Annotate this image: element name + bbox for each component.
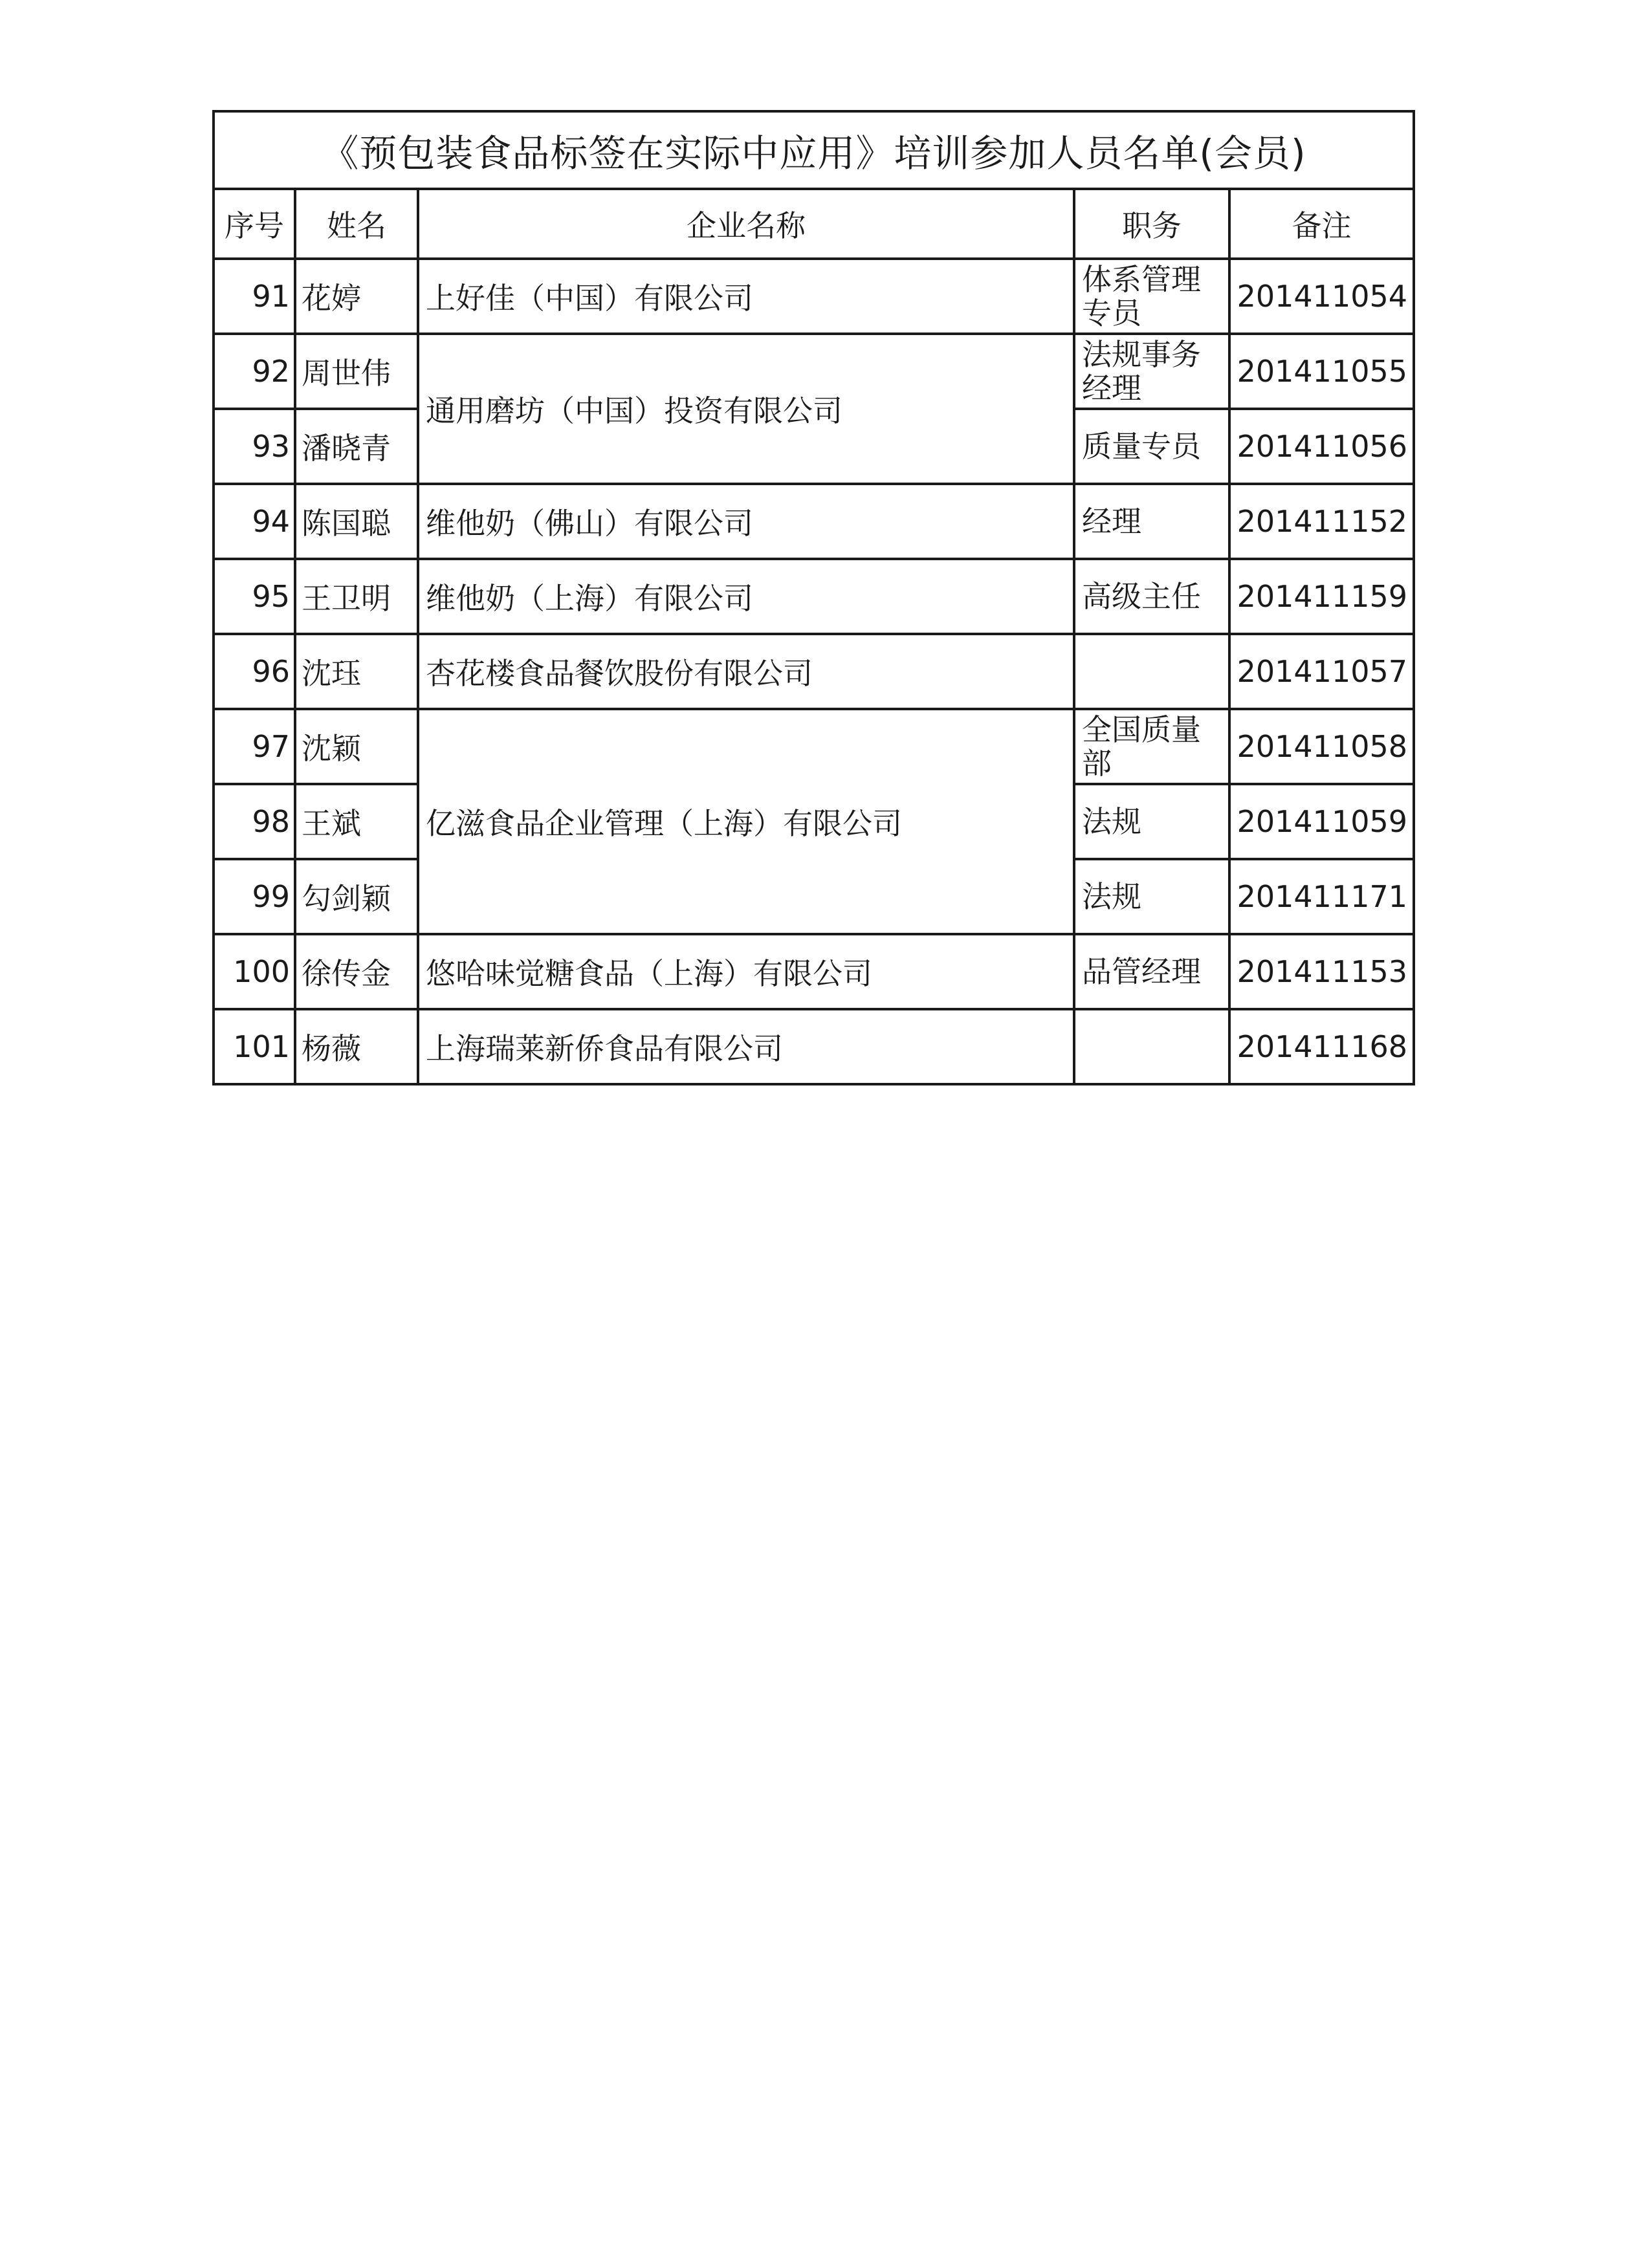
row-number: 93	[214, 409, 295, 484]
table-row	[214, 259, 1414, 334]
position	[1074, 1009, 1229, 1084]
note: 201411054	[1229, 259, 1414, 334]
row-number: 94	[214, 484, 295, 559]
header-note: 备注	[1229, 189, 1414, 259]
attendee-name: 周世伟	[295, 334, 418, 409]
header-position: 职务	[1074, 189, 1229, 259]
company-name: 杏花楼食品餐饮股份有限公司	[418, 634, 1074, 709]
note: 201411152	[1229, 484, 1414, 559]
attendee-name: 沈珏	[295, 634, 418, 709]
header-name: 姓名	[295, 189, 418, 259]
row-number: 101	[214, 1009, 295, 1084]
attendee-name: 王卫明	[295, 559, 418, 634]
attendee-name: 徐传金	[295, 934, 418, 1009]
note: 201411056	[1229, 409, 1414, 484]
company-name: 维他奶（佛山）有限公司	[418, 484, 1074, 559]
attendee-name: 杨薇	[295, 1009, 418, 1084]
note: 201411153	[1229, 934, 1414, 1009]
table-row	[214, 709, 1414, 784]
note: 201411171	[1229, 859, 1414, 934]
position: 高级主任	[1074, 559, 1229, 634]
position: 法规	[1074, 859, 1229, 934]
company-name: 通用磨坊（中国）投资有限公司	[418, 334, 1074, 484]
note: 201411159	[1229, 559, 1414, 634]
row-number: 98	[214, 784, 295, 859]
table-row	[214, 934, 1414, 1009]
note: 201411057	[1229, 634, 1414, 709]
position	[1074, 634, 1229, 709]
row-number: 100	[214, 934, 295, 1009]
position: 法规事务经理	[1074, 334, 1229, 409]
company-name: 上好佳（中国）有限公司	[418, 259, 1074, 334]
attendee-name: 潘晓青	[295, 409, 418, 484]
note: 201411055	[1229, 334, 1414, 409]
note: 201411059	[1229, 784, 1414, 859]
row-number: 99	[214, 859, 295, 934]
table-row	[214, 334, 1414, 409]
position: 质量专员	[1074, 409, 1229, 484]
row-number: 95	[214, 559, 295, 634]
table-row	[214, 559, 1414, 634]
note: 201411058	[1229, 709, 1414, 784]
position: 全国质量部	[1074, 709, 1229, 784]
attendee-name: 王斌	[295, 784, 418, 859]
table-title: 《预包装食品标签在实际中应用》培训参加人员名单(会员)	[214, 111, 1414, 189]
company-name: 上海瑞莱新侨食品有限公司	[418, 1009, 1074, 1084]
company-name: 悠哈味觉糖食品（上海）有限公司	[418, 934, 1074, 1009]
attendee-name: 勾剑颖	[295, 859, 418, 934]
row-number: 97	[214, 709, 295, 784]
attendee-name: 陈国聪	[295, 484, 418, 559]
note: 201411168	[1229, 1009, 1414, 1084]
table-row	[214, 484, 1414, 559]
header-company: 企业名称	[418, 189, 1074, 259]
position: 法规	[1074, 784, 1229, 859]
row-number: 92	[214, 334, 295, 409]
row-number: 91	[214, 259, 295, 334]
header-no: 序号	[214, 189, 295, 259]
header-row	[214, 189, 1414, 259]
position: 经理	[1074, 484, 1229, 559]
company-name: 亿滋食品企业管理（上海）有限公司	[418, 709, 1074, 934]
table-row	[214, 634, 1414, 709]
attendee-name: 沈颖	[295, 709, 418, 784]
row-number: 96	[214, 634, 295, 709]
attendee-name: 花婷	[295, 259, 418, 334]
company-name: 维他奶（上海）有限公司	[418, 559, 1074, 634]
position: 品管经理	[1074, 934, 1229, 1009]
position: 体系管理专员	[1074, 259, 1229, 334]
attendee-table	[212, 110, 1415, 1085]
table-row	[214, 1009, 1414, 1084]
